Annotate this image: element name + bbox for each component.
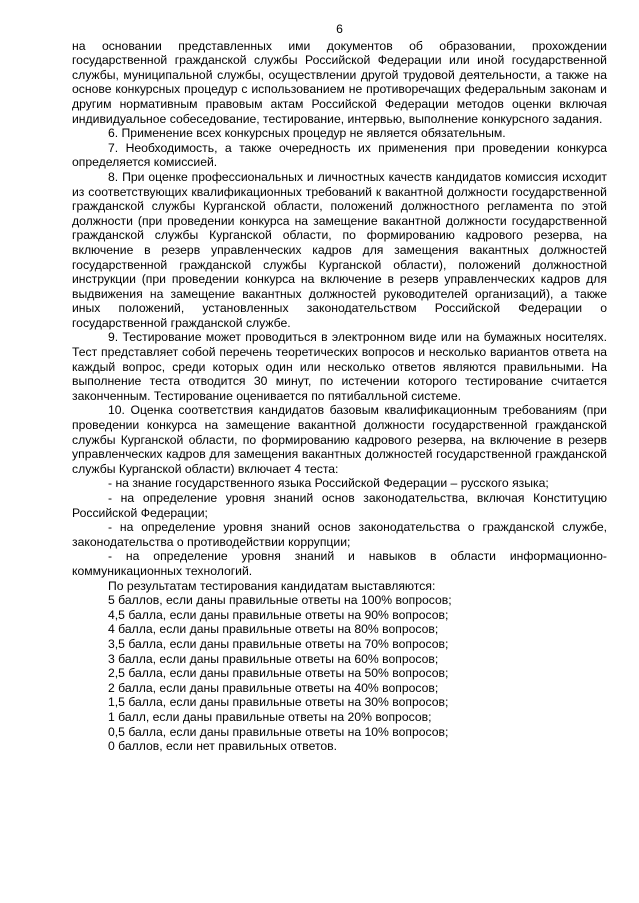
score-item: 3,5 балла, если даны правильные ответы на 70% вопросов; (108, 636, 449, 651)
test-list (72, 476, 607, 578)
score-item: 0,5 балла, если даны правильные ответы на 10% вопросов; (108, 724, 449, 739)
score-item: 2,5 балла, если даны правильные ответы на 50% вопросов; (108, 666, 449, 681)
paragraph-6: 6. Применение всех конкурсных процедур не является обязательным. (108, 126, 506, 141)
score-list (72, 593, 607, 754)
paragraph-intro-continuation: на основании представленных ими документов об образовании, прохождении государственной гражданской службы Российской Федерации или иной государственной службы, муниципальной службы, осуществлении другой трудовой деятельности, а также на основе конкурсных процедур с использованием не противоречащих федеральным законам и другим нормативным правовым актам Российской Федерации методов оценки включая индивидуальное собеседование, тестирование, интервью, выполнение конкурсного задания. (72, 38, 607, 126)
score-item: 3 балла, если даны правильные ответы на 60% вопросов; (108, 651, 439, 666)
paragraph-8: 8. При оценке профессиональных и личностных качеств кандидатов комиссия исходит из соответствующих квалификационных требований к вакантной должности государственной гражданской службы Курганской области, положений должностного регламента по этой должности (при проведении конкурса на замещение вакантной должности государственной гражданской службы Курганской области, по формированию кадрового резерва, на включение в резерв управленческих кадров для замещения вакантных должностей государственной гражданской службы Курганской области), положений должностной инструкции (при проведении конкурса на включение в резерв управленческих кадров для выдвижения на замещение вакантных должностей руководителей организаций), а также иных положений, установленных законодательством Российской Федерации о государственной гражданской службе. (72, 169, 607, 330)
test-item-ict: - на определение уровня знаний и навыков в области информационно-коммуникационных технологий. (72, 549, 607, 578)
test-item-language: - на знание государственного языка Российской Федерации – русского языка; (108, 476, 549, 491)
score-item: 2 балла, если даны правильные ответы на 40% вопросов; (108, 680, 439, 695)
score-item: 1,5 балла, если даны правильные ответы на 30% вопросов; (108, 695, 449, 710)
score-item: 4 балла, если даны правильные ответы на 80% вопросов; (108, 622, 439, 637)
test-item-civil-service-law: - на определение уровня знаний основ законодательства о гражданской службе, законодательства о противодействии коррупции; (72, 520, 607, 549)
score-item: 0 баллов, если нет правильных ответов. (108, 739, 338, 754)
paragraph-10: 10. Оценка соответствия кандидатов базовым квалификационным требованиям (при проведении конкурса на замещение вакантной должности государственной гражданской службы Курганской области, по формированию кадрового резерва, на включение в резерв управленческих кадров для замещения вакантных должностей государственной гражданской службы Курганской области) включает 4 теста: (72, 403, 607, 476)
paragraph-9: 9. Тестирование может проводиться в электронном виде или на бумажных носителях. Тест представляет собой перечень теоретических вопросов и несколько вариантов ответа на каждый вопрос, среди которых один или несколько ответов являются правильными. На выполнение теста отводится 30 минут, по истечении которого тестирование считается законченным. Тестирование оценивается по пятибалльной системе. (72, 330, 607, 403)
score-item: 4,5 балла, если даны правильные ответы на 90% вопросов; (108, 607, 449, 622)
document-page (72, 22, 607, 754)
score-item: 5 баллов, если даны правильные ответы на 100% вопросов; (108, 593, 452, 608)
score-item: 1 балл, если даны правильные ответы на 20% вопросов; (108, 709, 432, 724)
scores-intro: По результатам тестирования кандидатам выставляются: (108, 578, 436, 593)
page-number: 6 (336, 22, 343, 36)
test-item-constitution: - на определение уровня знаний основ законодательства, включая Конституцию Российской Федерации; (72, 491, 607, 520)
paragraph-7: 7. Необходимость, а также очередность их применения при проведении конкурса определяется комиссией. (72, 140, 607, 170)
